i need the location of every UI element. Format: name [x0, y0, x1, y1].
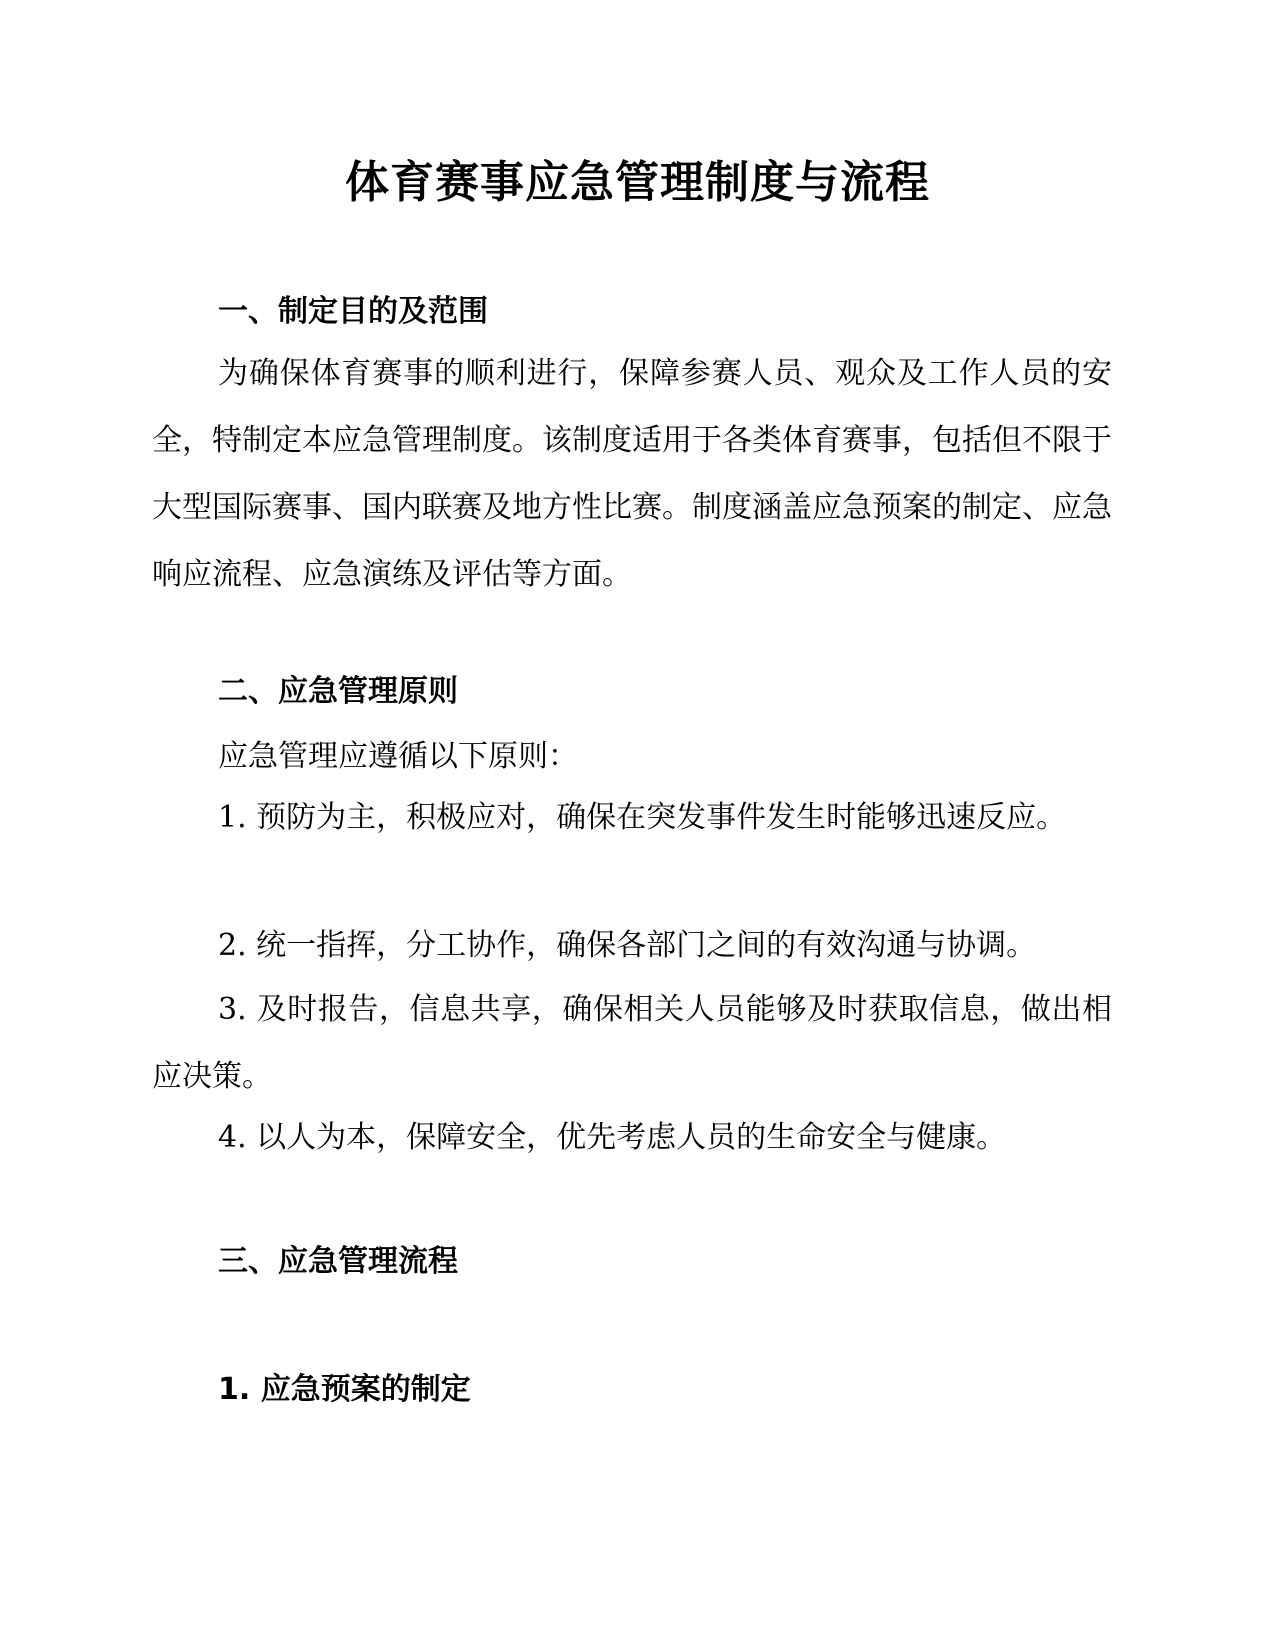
- section-1-body: 为确保体育赛事的顺利进行，保障参赛人员、观众及工作人员的安全，特制定本应急管理制度。该制度适用于各类体育赛事，包括但不限于大型国际赛事、国内联赛及地方性比赛。制度涵盖应急预案的制定、应急响应流程、应急演练及评估等方面。: [152, 356, 1112, 592]
- section-3-subheading: 1. 应急预案的制定: [218, 1372, 471, 1407]
- principle-item-2: 2. 统一指挥，分工协作，确保各部门之间的有效沟通与协调。: [218, 928, 1037, 963]
- principle-item-1: 1. 预防为主，积极应对，确保在突发事件发生时能够迅速反应。: [218, 800, 1067, 835]
- principle-item-3: 3. 及时报告，信息共享，确保相关人员能够及时获取信息，做出相应决策。: [152, 992, 1112, 1094]
- section-2-heading: 二、应急管理原则: [218, 674, 458, 709]
- principle-item-4: 4. 以人为本，保障安全，优先考虑人员的生命安全与健康。: [218, 1120, 1007, 1155]
- section-2-intro: 应急管理应遵循以下原则：: [218, 739, 578, 774]
- section-1-heading: 一、制定目的及范围: [218, 294, 488, 329]
- section-3-heading: 三、应急管理流程: [218, 1244, 458, 1279]
- document-title: 体育赛事应急管理制度与流程: [345, 157, 930, 208]
